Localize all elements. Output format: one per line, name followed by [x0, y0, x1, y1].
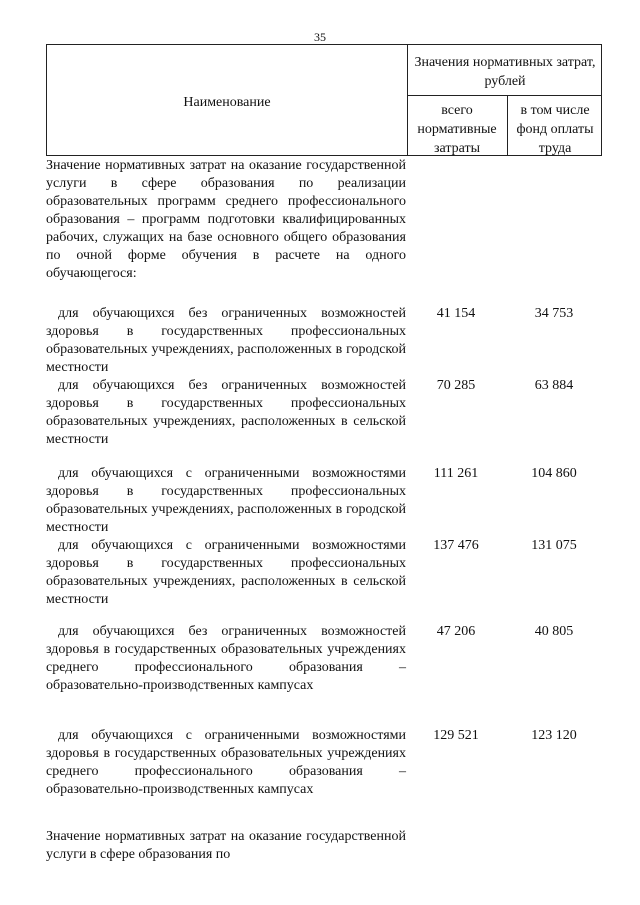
- table-header: [46, 44, 602, 156]
- row-total: 70 285: [436, 378, 476, 393]
- header-total: всего нормативные затраты: [417, 103, 497, 156]
- header-values-title: Значения нормативных затрат, рублей: [414, 55, 596, 89]
- row-label: для обучающихся с ограниченными возможностями здоровья в государственных образовательных учреждениях среднего профессионального образования – образовательно-производственных кампусах: [46, 728, 406, 797]
- header-divider: [407, 95, 601, 96]
- row-wage: 63 884: [534, 378, 574, 393]
- row-wage: 40 805: [534, 624, 574, 639]
- row-total: 41 154: [436, 306, 476, 321]
- row-total: 47 206: [436, 624, 476, 639]
- row-wage: 123 120: [531, 728, 577, 743]
- intro-text: Значение нормативных затрат на оказание государственной услуги в сфере образования по реализации образовательных программ среднего профессионального образования – программ подготовки квалифицированных рабочих, служащих на базе основного общего образования по очной форме обучения в расчете на одного обучающегося:: [46, 158, 406, 281]
- row-label: для обучающихся с ограниченными возможностями здоровья в государственных профессиональных образовательных учреждениях, расположенных в сельской местности: [46, 538, 406, 607]
- row-label: для обучающихся без ограниченных возможностей здоровья в государственных образовательных учреждениях среднего профессионального образования – образовательно-производственных кампусах: [46, 624, 406, 693]
- row-wage: 131 075: [531, 538, 577, 553]
- row-total: 111 261: [433, 466, 479, 481]
- row-label: для обучающихся без ограниченных возможностей здоровья в государственных профессиональных образовательных учреждениях, расположенных в городской местности: [46, 306, 406, 375]
- page-number: 35: [314, 30, 326, 44]
- header-divider: [507, 95, 508, 155]
- trailing-text: Значение нормативных затрат на оказание государственной услуги в сфере образования по: [46, 829, 406, 862]
- row-total: 129 521: [433, 728, 479, 743]
- header-wage: в том числе фонд оплаты труда: [516, 103, 594, 156]
- row-wage: 104 860: [531, 466, 577, 481]
- row-label: для обучающихся с ограниченными возможностями здоровья в государственных профессиональных образовательных учреждениях, расположенных в городской местности: [46, 466, 406, 535]
- row-label: для обучающихся без ограниченных возможностей здоровья в государственных профессиональных образовательных учреждениях, расположенных в сельской местности: [46, 378, 406, 447]
- header-name: Наименование: [183, 95, 271, 110]
- row-total: 137 476: [433, 538, 479, 553]
- header-divider: [407, 45, 408, 155]
- row-wage: 34 753: [534, 306, 574, 321]
